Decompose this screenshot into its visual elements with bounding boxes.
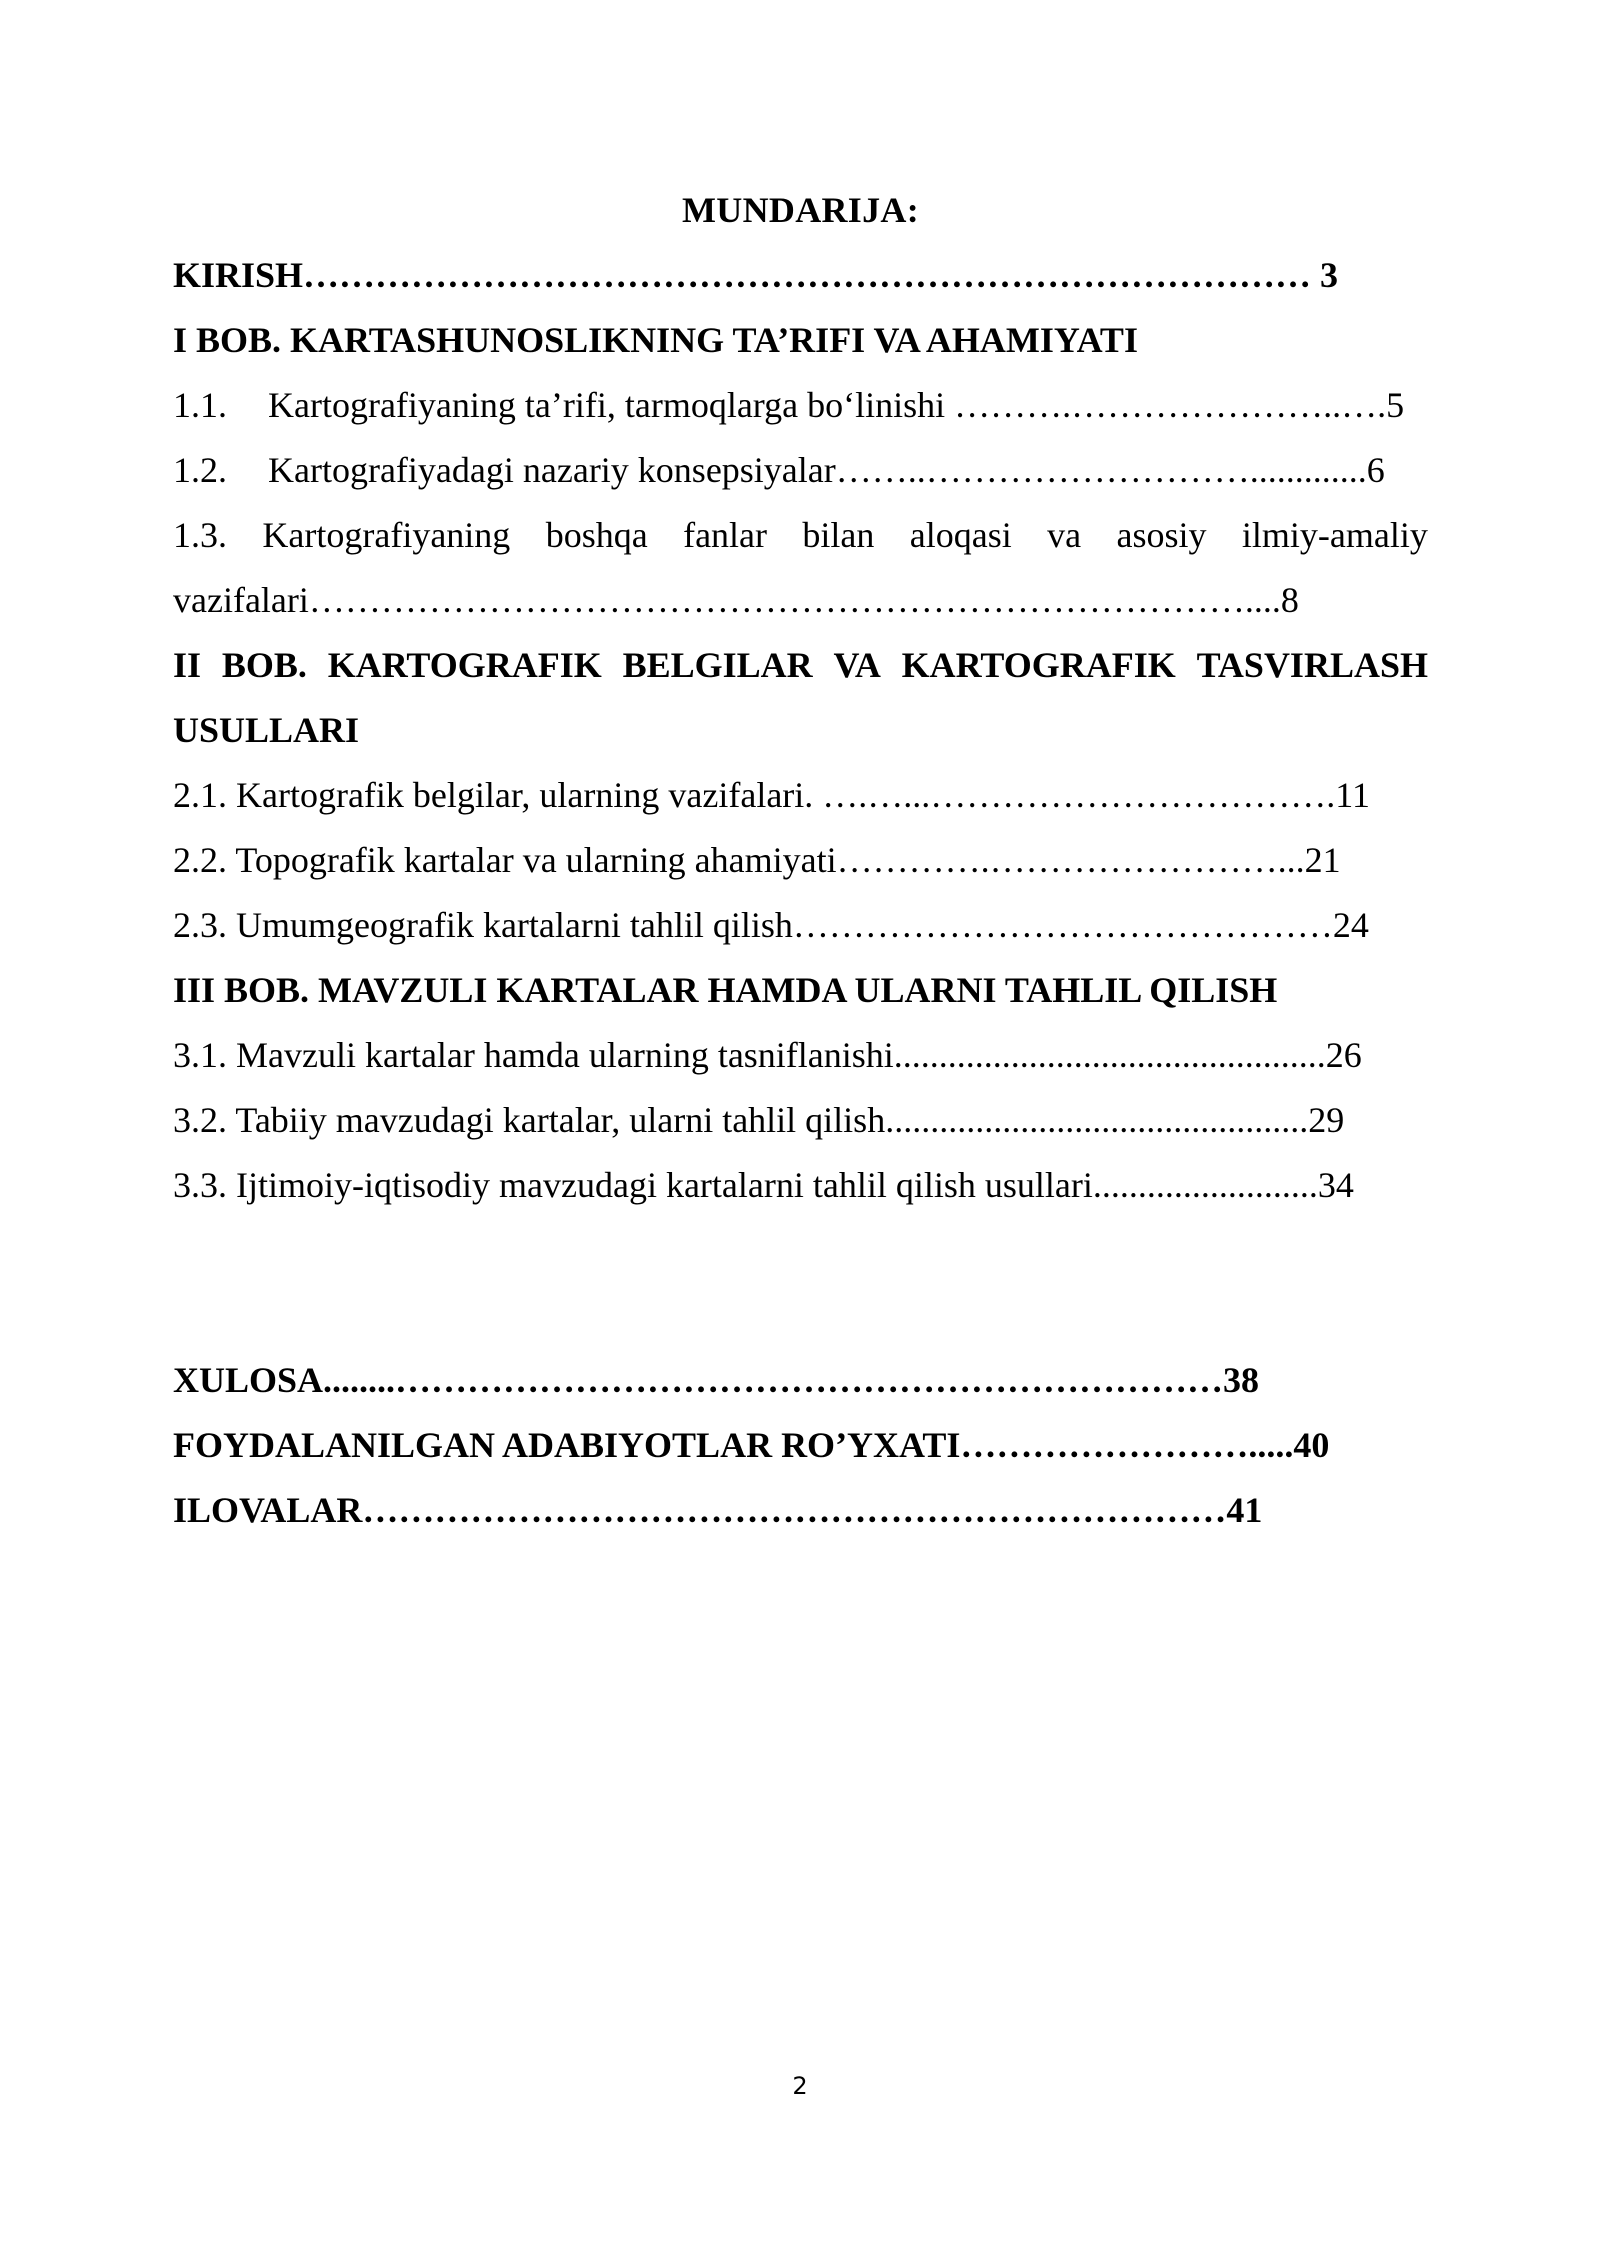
toc-word: ilmiy-amaliy — [1241, 515, 1428, 555]
toc-chapter-3-heading: III BOB. MAVZULI KARTALAR HAMDA ULARNI TAHLIL QILISH — [173, 970, 1278, 1010]
toc-word: VA — [833, 645, 881, 685]
toc-entry-ilovalar: ILOVALAR………………………………………………………………41 — [173, 1490, 1263, 1530]
toc-entry-text: Kartografiyadagi nazariy konsepsiyalar……..……………………….............6 — [268, 450, 1385, 490]
toc-entry-kirish: KIRISH………………………………………………………………………… 3 — [173, 255, 1339, 295]
toc-word: II — [173, 645, 202, 685]
toc-word: Kartografiyaning — [262, 515, 511, 555]
toc-entry-1-1 — [173, 373, 1428, 438]
toc-word: aloqasi — [909, 515, 1012, 555]
toc-entry-3-3: 3.3. Ijtimoiy-iqtisodiy mavzudagi kartalarni tahlil qilish usullari.........................34 — [173, 1165, 1354, 1205]
toc-word: boshqa — [545, 515, 648, 555]
toc-chapter-2-heading-continuation: USULLARI — [173, 710, 360, 750]
toc-word: fanlar — [683, 515, 768, 555]
toc-entry-adabiyotlar: FOYDALANILGAN ADABIYOTLAR RO’YXATI…………………….....40 — [173, 1425, 1330, 1465]
toc-entry-3-1: 3.1. Mavzuli kartalar hamda ularning tasniflanishi................................................26 — [173, 1035, 1362, 1075]
toc-word: va — [1047, 515, 1082, 555]
toc-word: KARTOGRAFIK — [901, 645, 1176, 685]
page-title: MUNDARIJA: — [682, 190, 919, 230]
toc-word: asosiy — [1116, 515, 1207, 555]
toc-entry-1-2 — [173, 438, 1428, 503]
toc-entry-number: 1.2. — [173, 450, 227, 490]
toc-entry-xulosa: XULOSA........……………………………………………………………38 — [173, 1360, 1260, 1400]
toc-word: TASVIRLASH — [1196, 645, 1428, 685]
toc-entry-2-3: 2.3. Umumgeografik kartalarni tahlil qilish………………………………………24 — [173, 905, 1369, 945]
toc-entry-number: 1.3. — [173, 515, 227, 555]
toc-word: KARTOGRAFIK — [327, 645, 602, 685]
toc-word: BELGILAR — [622, 645, 813, 685]
toc-entry-2-2: 2.2. Topografik kartalar va ularning ahamiyati………….……………………...21 — [173, 840, 1341, 880]
toc-entry-text: Kartografiyaning ta’rifi, tarmoqlarga bo‘linishi ……….…………………..….5 — [268, 385, 1405, 425]
toc-entry-2-1: 2.1. Kartografik belgilar, ularning vazifalari. ….…...…………………………….11 — [173, 775, 1370, 815]
toc-chapter-2-heading — [173, 633, 1428, 698]
spacer — [173, 1218, 1428, 1348]
page-number: 2 — [792, 2072, 808, 2100]
toc-word: BOB. — [221, 645, 307, 685]
table-of-contents — [173, 178, 1428, 1543]
toc-word: bilan — [802, 515, 875, 555]
toc-chapter-1-heading: I BOB. KARTASHUNOSLIKNING TA’RIFI VA AHAMIYATI — [173, 320, 1138, 360]
toc-entry-1-3-continuation: vazifalari……………………………………………………………………....8 — [173, 580, 1299, 620]
toc-entry-number: 1.1. — [173, 385, 227, 425]
toc-entry-3-2: 3.2. Tabiiy mavzudagi kartalar, ularni tahlil qilish...............................................29 — [173, 1100, 1345, 1140]
toc-entry-1-3 — [173, 503, 1428, 568]
